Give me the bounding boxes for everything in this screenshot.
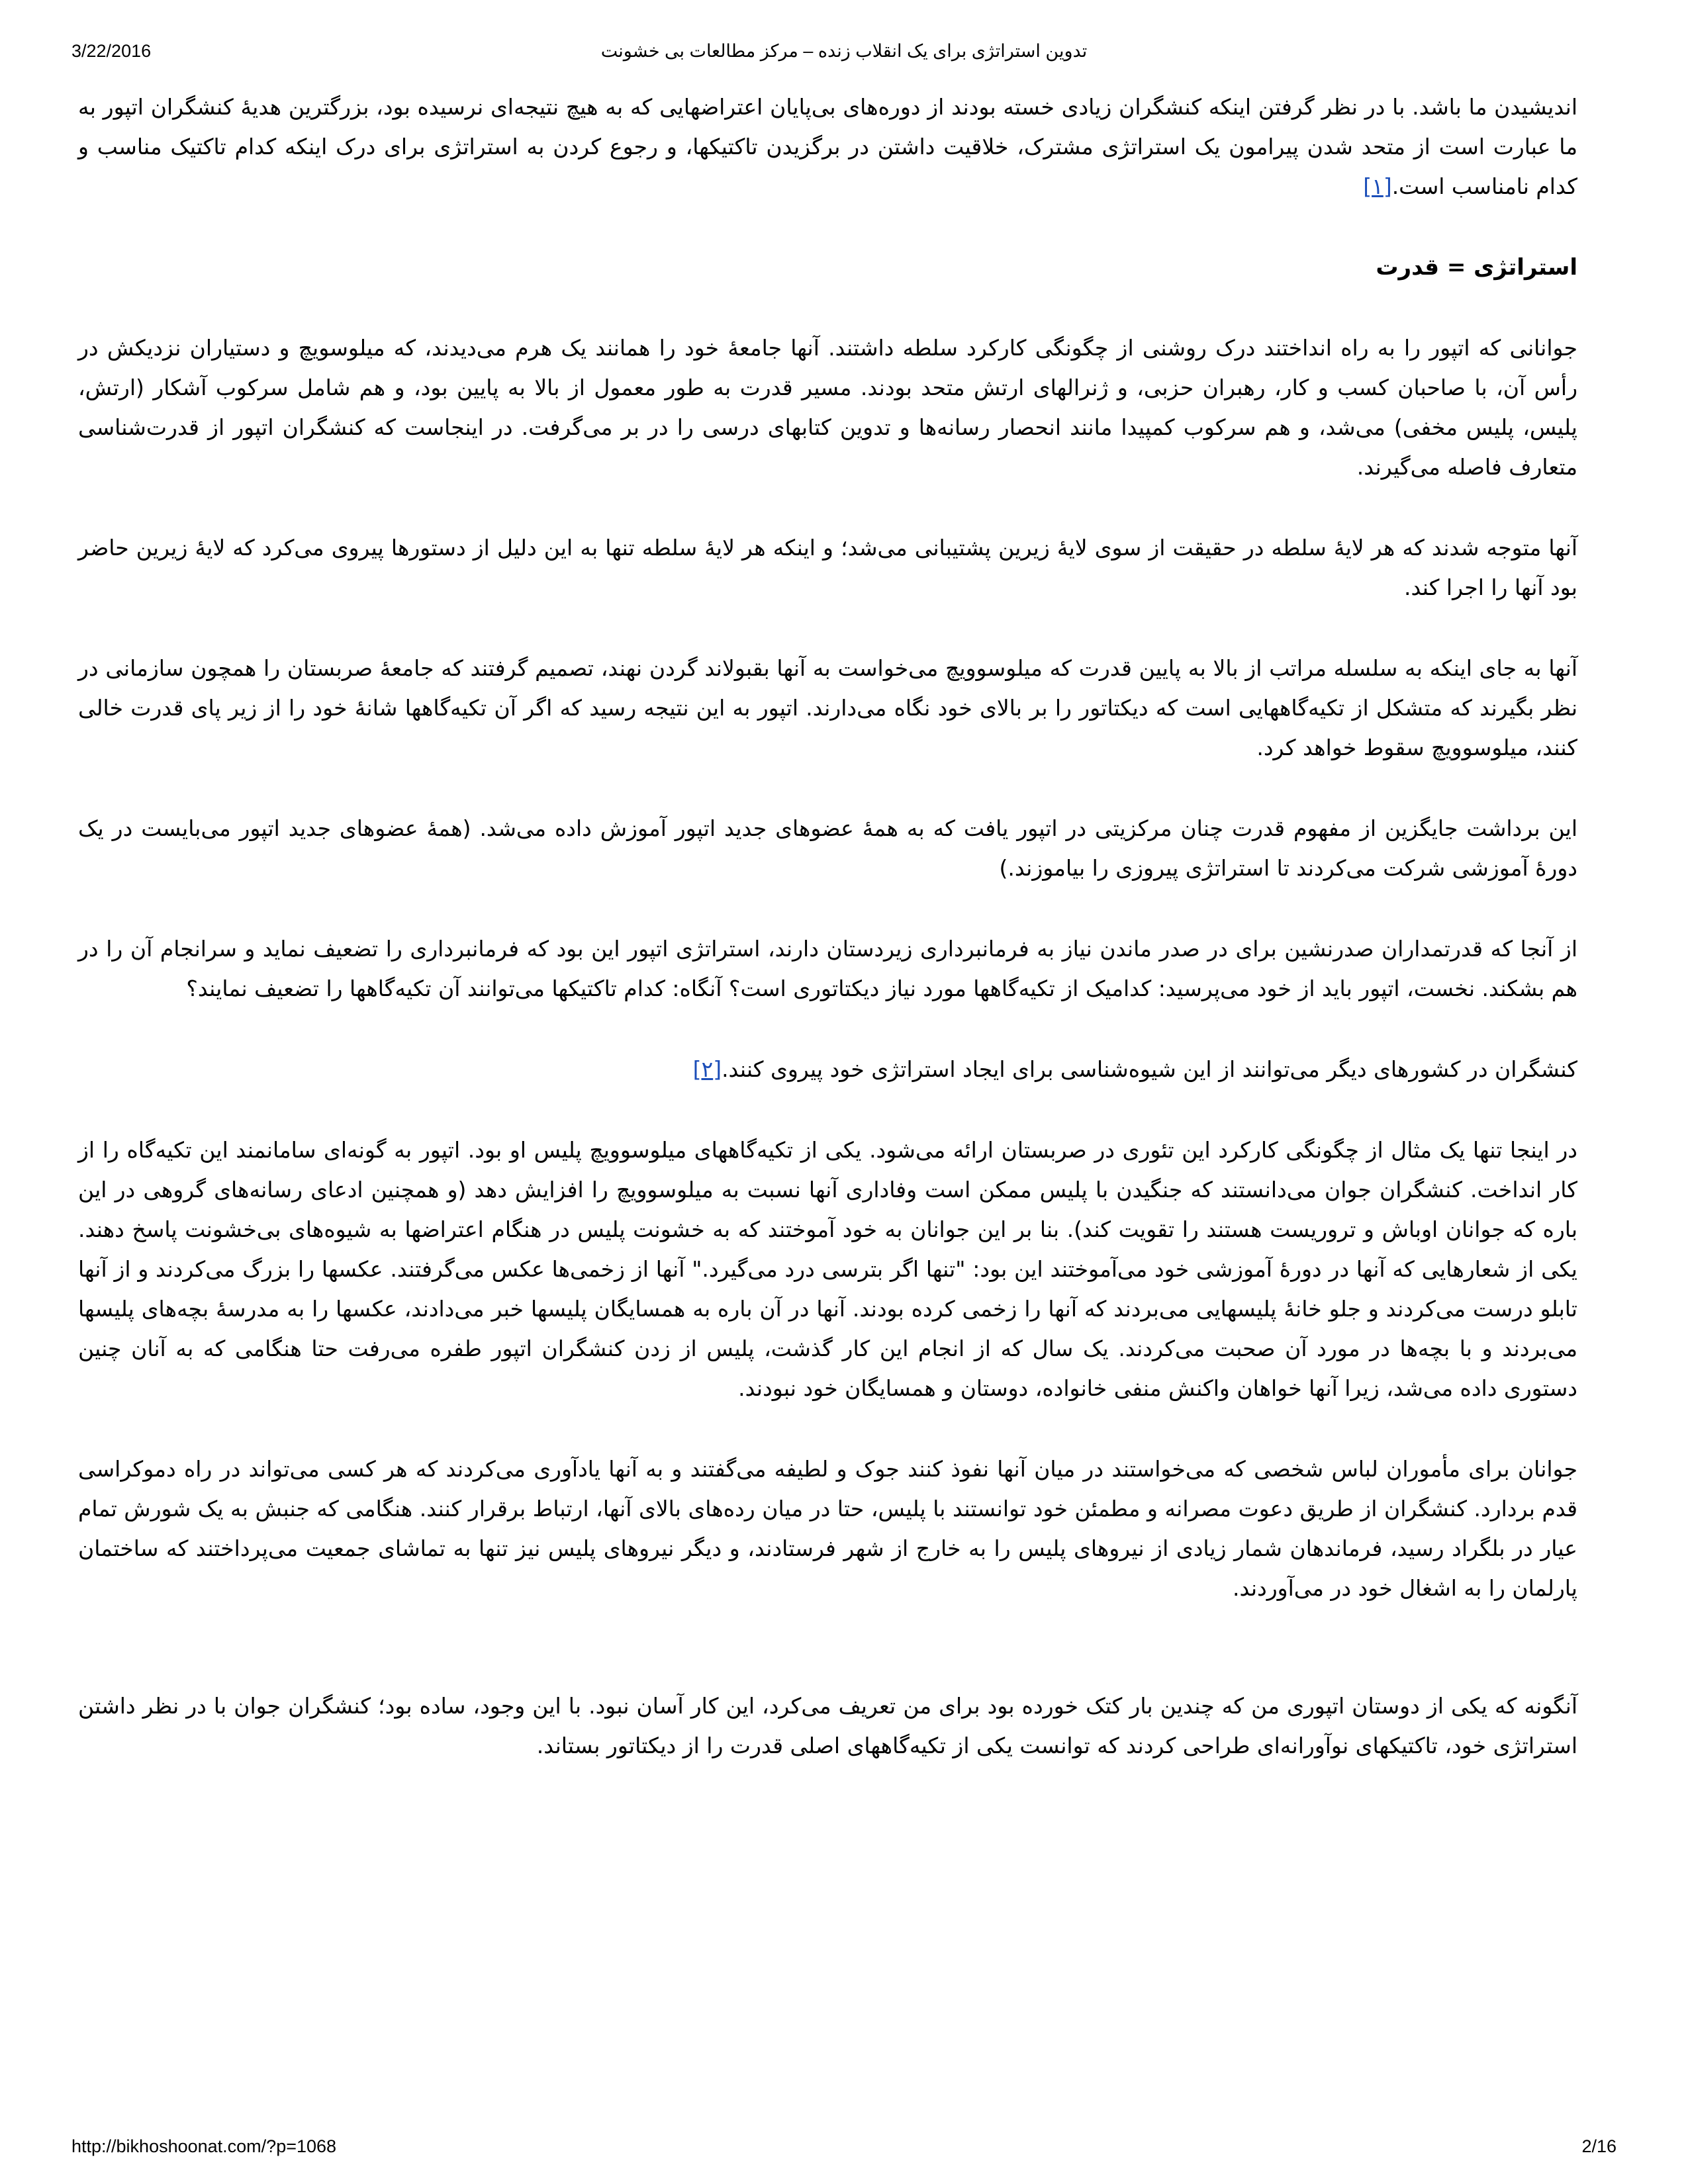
footnote-link-1[interactable]: [۱] (1363, 173, 1392, 199)
paragraph: از آنجا که قدرتمداران صدرنشین برای در صدر ماندن نیاز به فرمانبرداری زیردستان دارند، استراتژی اتپور این بود که فرمانبرداری را تضعیف نماید و سرانجام آن را در هم بشکند. نخست، اتپور باید از خود می‌پرسید: کدامیک از تکیه‌گاهها مورد نیاز دیکتاتوری است؟ آنگاه: کدام تاکتیکها می‌توانند آن تکیه‌گاهها را تضعیف نمایند؟ (78, 936, 1577, 1001)
paragraph (78, 87, 1577, 206)
footnote-link-2[interactable]: [۲] (692, 1056, 722, 1082)
paragraph: آنگونه که یکی از دوستان اتپوری من که چندین بار کتک خورده بود برای من تعریف می‌کرد، این کار آسان نبود. با این وجود، ساده بود؛ کنشگران جوان با در نظر داشتن استراتژی خود، تاکتیکهای نوآورانه‌ای طراحی کردند که توانست یکی از تکیه‌گاههای اصلی قدرت را از دیکتاتور بستاند. (78, 1693, 1577, 1758)
paragraph: آنها متوجه شدند که هر لایهٔ سلطه در حقیقت از سوی لایهٔ زیرین پشتیبانی می‌شد؛ و اینکه هر لایهٔ سلطه تنها به این دلیل از دستورها پیروی می‌کرد که لایهٔ زیرین حاضر بود آنها را اجرا کند. (78, 535, 1577, 600)
section-heading: استراتژی = قدرت (1376, 254, 1577, 281)
print-date: 3/22/2016 (71, 41, 152, 61)
page-number: 2/16 (1581, 2136, 1617, 2156)
article-body (78, 87, 1577, 1807)
paragraph-text: اندیشیدن ما باشد. با در نظر گرفتن اینکه کنشگران زیادی خسته بودند از دوره‌های بی‌پایان اعتراضهایی که به هیچ نتیجه‌ای نرسیده بود، بزرگترین هدیهٔ کنشگران اتپور به ما عبارت است از متحد شدن پیرامون یک استراتژی مشترک، خلاقیت داشتن در برگزیدن تاکتیکها، و رجوع کردن به استراتژی برای درک اینکه کدام تاکتیک مناسب و کدام نامناسب است. (78, 94, 1577, 199)
paragraph: آنها به جای اینکه به سلسله مراتب از بالا به پایین قدرت که میلوسوویچ می‌خواست به آنها بقبولاند گردن نهند، تصمیم گرفتند که جامعهٔ صربستان را همچون سازمانی در نظر بگیرند که متشکل از تکیه‌گاههایی است که دیکتاتور را بر بالای خود نگاه می‌دارند. اتپور به این نتیجه رسید که اگر آن تکیه‌گاهها شانهٔ خود را از زیر پای قدرت خالی کنند، میلوسوویچ سقوط خواهد کرد. (78, 655, 1577, 760)
paragraph (78, 1050, 1577, 1089)
paragraph: جوانانی که اتپور را به راه انداختند درک روشنی از چگونگی کارکرد سلطه داشتند. آنها جامعهٔ خود را همانند یک هرم می‌دیدند، که میلوسویچ و دستیاران نزدیکش در رأس آن، با صاحبان کسب و کار، رهبران حزبی، و ژنرالهای ارتش متحد بودند. مسیر قدرت به طور معمول از بالا به پایین بود، و هم شامل سرکوب آشکار (ارتش، پلیس، پلیس مخفی) می‌شد، و هم سرکوب کمپیدا مانند انحصار رسانه‌ها و تدوین کتابهای درسی را در بر می‌گرفت. در اینجاست که کنشگران اتپور از قدرت‌شناسی متعارف فاصله می‌گیرند. (78, 335, 1577, 480)
paragraph-text: کنشگران در کشورهای دیگر می‌توانند از این شیوه‌شناسی برای ایجاد استراتژی خود پیروی کنند. (722, 1056, 1577, 1082)
paragraph: جوانان برای مأموران لباس شخصی که می‌خواستند در میان آنها نفوذ کنند جوک و لطیفه می‌گفتند و به آنها یادآوری می‌کردند که هر کسی می‌تواند در راه دموکراسی قدم بردارد. کنشگران از طریق دعوت مصرانه و مطمئن خود توانستند با پلیس، حتا در میان رده‌های بالای آنها، ارتباط برقرار کنند. هنگامی که جنبش به یک شورش تمام عیار در بلگراد رسید، فرماندهان شمار زیادی از نیروهای پلیس را به خارج از شهر فرستادند، و دیگر نیروهای پلیس نیز تنها به تماشای جمعیت می‌پرداختند که ساختمان پارلمان را به اشغال خود در می‌آوردند. (78, 1456, 1577, 1601)
page-url: http://bikhoshoonat.com/?p=1068 (71, 2136, 337, 2156)
page-header-title: تدوین استراتژی برای یک انقلاب زنده – مرکز مطالعات بی خشونت (600, 41, 1088, 61)
paragraph: در اینجا تنها یک مثال از چگونگی کارکرد این تئوری در صربستان ارائه می‌شود. یکی از تکیه‌گاههای میلوسوویچ پلیس او بود. اتپور به گونه‌ای سامانمند این تکیه‌گاه را از کار انداخت. کنشگران جوان می‌دانستند که جنگیدن با پلیس ممکن است وفاداری آنها نسبت به میلوسوویچ را افزایش دهد (و همچنین ادعای رسانه‌های گروهی در این باره که جوانان اوباش و تروریست هستند را تقویت کند). بنا بر این جوانان به خود آموختند که به خشونت پلیس در هنگام اعتراضها به شیوه‌های بی‌خشونت پاسخ دهند. یکی از شعارهایی که آنها در دورهٔ آموزشی خود می‌آموختند این بود: "تنها اگر بترسی درد می‌گیرد." آنها از زخمی‌ها عکس می‌گرفتند. عکسها را بزرگ می‌کردند و از آنها تابلو درست می‌کردند و جلو خانهٔ پلیسهایی می‌بردند که آنها را زخمی کرده بودند. آنها در آن باره به همسایگان پلیسها خبر می‌دادند، عکسها را به مدرسهٔ بچه‌های پلیسها می‌بردند و با بچه‌ها در مورد آن صحبت می‌کردند. یک سال که از انجام این کار گذشت، پلیس از زدن کنشگران اتپور طفره می‌رفت حتا هنگامی که به آنان چنین دستوری داده می‌شد، زیرا آنها خواهان واکنش منفی خانواده، دوستان و همسایگان خود نبودند. (78, 1137, 1577, 1401)
paragraph: این برداشت جایگزین از مفهوم قدرت چنان مرکزیتی در اتپور یافت که به همهٔ عضوهای جدید اتپور آموزش داده می‌شد. (همهٔ عضوهای جدید اتپور می‌بایست در یک دورهٔ آموزشی شرکت می‌کردند تا استراتژی پیروزی را بیاموزند.) (78, 815, 1577, 881)
